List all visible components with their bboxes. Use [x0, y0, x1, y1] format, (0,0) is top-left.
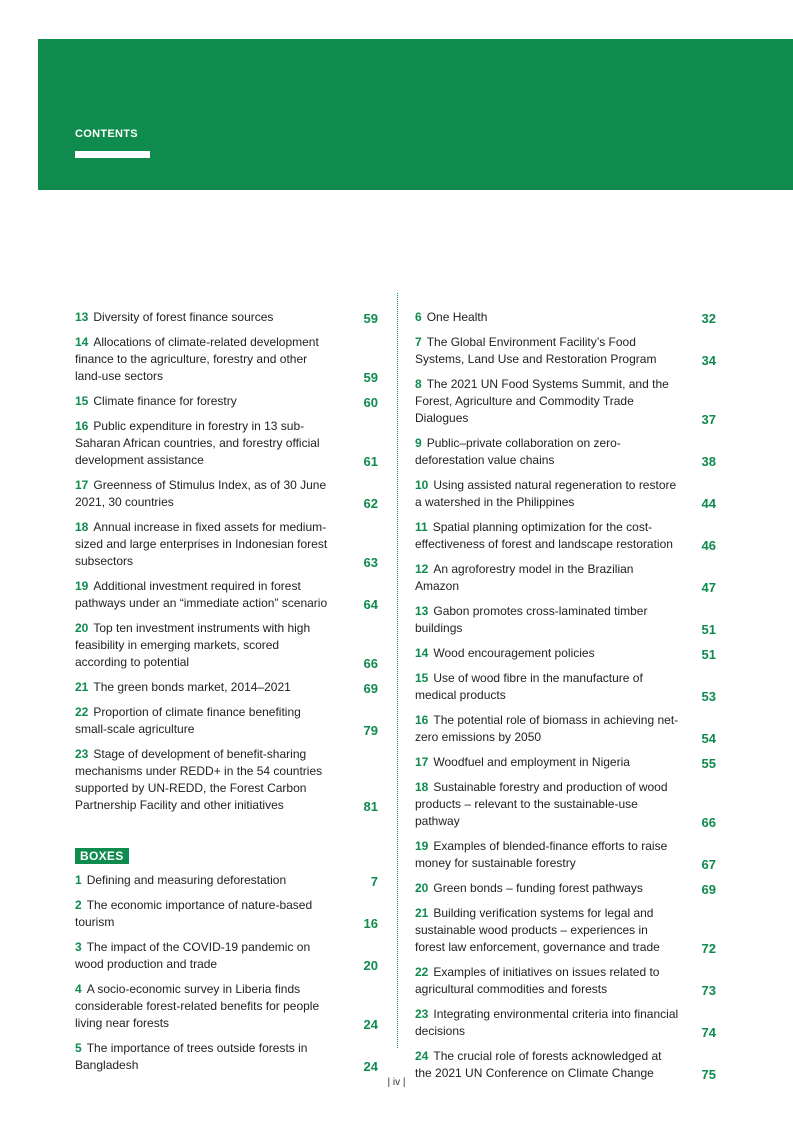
figure-entry[interactable] [75, 704, 381, 738]
entry-title: Gabon promotes cross-laminated timber buildings [415, 604, 648, 635]
entry-page-number: 38 [701, 454, 716, 469]
figure-entry[interactable] [75, 393, 381, 410]
entry-number: 14 [75, 335, 89, 349]
entry-title: The impact of the COVID-19 pandemic on wood production and trade [75, 940, 311, 971]
entry-page-number: 60 [363, 395, 378, 410]
entry-page-number: 51 [701, 647, 716, 662]
entry-page-number: 47 [701, 580, 716, 595]
entry-number: 9 [415, 436, 422, 450]
entry-title: Spatial planning optimization for the cost-effectiveness of forest and landscape restoration [415, 520, 673, 551]
entry-title: Top ten investment instruments with high feasibility in emerging markets, scored according to potential [75, 621, 311, 669]
page-title: CONTENTS [75, 128, 138, 140]
entry-title: The potential role of biomass in achieving net-zero emissions by 2050 [415, 713, 679, 744]
entry-page-number: 44 [701, 496, 716, 511]
entry-page-number: 51 [701, 622, 716, 637]
entry-page-number: 69 [363, 681, 378, 696]
entry-page-number: 7 [370, 874, 378, 889]
entry-page-number: 66 [363, 656, 378, 671]
entry-title: Examples of initiatives on issues related to agricultural commodities and forests [415, 965, 660, 996]
entry-number: 23 [415, 1007, 429, 1021]
entry-page-number: 66 [701, 815, 716, 830]
entry-page-number: 81 [363, 799, 378, 814]
box-entry[interactable] [75, 897, 381, 931]
box-entry[interactable] [415, 779, 719, 830]
entry-title: Integrating environmental criteria into financial decisions [415, 1007, 679, 1038]
entry-number: 15 [75, 394, 89, 408]
entry-number: 22 [75, 705, 89, 719]
box-entry[interactable] [75, 872, 381, 889]
box-entry[interactable] [415, 754, 719, 771]
box-entry[interactable] [415, 712, 719, 746]
entry-page-number: 32 [701, 311, 716, 326]
figures-list [75, 309, 381, 814]
figure-entry[interactable] [75, 519, 381, 570]
entry-page-number: 24 [363, 1017, 378, 1032]
page-number: | iv | [387, 1077, 406, 1088]
entry-title: Defining and measuring deforestation [86, 873, 287, 887]
entry-page-number: 69 [701, 882, 716, 897]
box-entry[interactable] [415, 1006, 719, 1040]
entry-page-number: 75 [701, 1067, 716, 1082]
entry-title: Annual increase in fixed assets for medium-sized and large enterprises in Indonesian forest subsectors [75, 520, 328, 568]
box-entry[interactable] [415, 309, 719, 326]
box-entry[interactable] [415, 477, 719, 511]
entry-number: 8 [415, 377, 422, 391]
entry-number: 19 [415, 839, 429, 853]
box-entry[interactable] [415, 880, 719, 897]
entry-title: Green bonds – funding forest pathways [433, 881, 643, 895]
entry-page-number: 73 [701, 983, 716, 998]
entry-number: 1 [75, 873, 82, 887]
entry-title: Woodfuel and employment in Nigeria [433, 755, 630, 769]
entry-page-number: 74 [701, 1025, 716, 1040]
title-underline-bar [75, 151, 150, 158]
entry-number: 21 [415, 906, 429, 920]
entry-title: Sustainable forestry and production of wood products – relevant to the sustainable-use pathway [415, 780, 668, 828]
left-column [75, 309, 381, 1082]
header-banner [38, 39, 793, 190]
entry-number: 17 [75, 478, 89, 492]
boxes-list-left [75, 872, 381, 1074]
entry-title: Public expenditure in forestry in 13 sub-Saharan African countries, and forestry official development assistance [75, 419, 320, 467]
entry-page-number: 72 [701, 941, 716, 956]
entry-title: One Health [426, 310, 488, 324]
entry-title: The crucial role of forests acknowledged at the 2021 UN Conference on Climate Change [415, 1049, 662, 1080]
box-entry[interactable] [415, 435, 719, 469]
entry-number: 16 [415, 713, 429, 727]
box-entry[interactable] [415, 964, 719, 998]
entry-title: The Global Environment Facility’s Food Systems, Land Use and Restoration Program [415, 335, 657, 366]
entry-number: 13 [415, 604, 429, 618]
entry-title: A socio-economic survey in Liberia finds considerable forest-related benefits for people living near forests [75, 982, 320, 1030]
entry-number: 7 [415, 335, 422, 349]
figure-entry[interactable] [75, 418, 381, 469]
entry-title: Use of wood fibre in the manufacture of medical products [415, 671, 643, 702]
box-entry[interactable] [415, 561, 719, 595]
column-divider [397, 293, 398, 1048]
entry-number: 12 [415, 562, 429, 576]
box-entry[interactable] [415, 334, 719, 368]
entry-number: 23 [75, 747, 89, 761]
entry-number: 13 [75, 310, 89, 324]
entry-number: 24 [415, 1049, 429, 1063]
entry-number: 15 [415, 671, 429, 685]
entry-number: 14 [415, 646, 429, 660]
entry-title: The green bonds market, 2014–2021 [93, 680, 291, 694]
entry-title: Stage of development of benefit-sharing mechanisms under REDD+ in the 54 countries supported by UN-REDD, the Forest Carbon Partnership Facility and other initiatives [75, 747, 323, 812]
entry-title: Proportion of climate finance benefiting small-scale agriculture [75, 705, 301, 736]
entry-page-number: 79 [363, 723, 378, 738]
entry-page-number: 54 [701, 731, 716, 746]
entry-title: Building verification systems for legal and sustainable wood products – experiences in forest law enforcement, governance and trade [415, 906, 660, 954]
entry-page-number: 64 [363, 597, 378, 612]
entry-number: 5 [75, 1041, 82, 1055]
entry-title: The importance of trees outside forests in Bangladesh [75, 1041, 308, 1072]
entry-title: Climate finance for forestry [93, 394, 237, 408]
entry-page-number: 20 [363, 958, 378, 973]
box-entry[interactable] [415, 519, 719, 553]
entry-title: Wood encouragement policies [433, 646, 595, 660]
box-entry[interactable] [75, 939, 381, 973]
entry-page-number: 34 [701, 353, 716, 368]
entry-page-number: 55 [701, 756, 716, 771]
entry-number: 18 [75, 520, 89, 534]
entry-page-number: 67 [701, 857, 716, 872]
entry-title: Allocations of climate-related development finance to the agriculture, forestry and other land-use sectors [75, 335, 319, 383]
entry-page-number: 62 [363, 496, 378, 511]
entry-number: 16 [75, 419, 89, 433]
entry-title: Greenness of Stimulus Index, as of 30 June 2021, 30 countries [75, 478, 327, 509]
entry-number: 11 [415, 520, 428, 534]
entry-number: 3 [75, 940, 82, 954]
entry-number: 6 [415, 310, 422, 324]
boxes-list-right [415, 309, 719, 1082]
entry-number: 17 [415, 755, 429, 769]
box-entry[interactable] [415, 376, 719, 427]
box-entry[interactable] [415, 905, 719, 956]
entry-number: 2 [75, 898, 82, 912]
figure-entry[interactable] [75, 477, 381, 511]
entry-number: 21 [75, 680, 89, 694]
entry-title: Examples of blended-finance efforts to raise money for sustainable forestry [415, 839, 668, 870]
entry-title: An agroforestry model in the Brazilian Amazon [415, 562, 634, 593]
entry-number: 22 [415, 965, 429, 979]
entry-number: 19 [75, 579, 89, 593]
boxes-heading: BOXES [75, 848, 129, 864]
figure-entry[interactable] [75, 578, 381, 612]
figure-entry[interactable] [75, 620, 381, 671]
box-entry[interactable] [415, 670, 719, 704]
entry-title: The 2021 UN Food Systems Summit, and the Forest, Agriculture and Commodity Trade Dialogues [415, 377, 669, 425]
figure-entry[interactable] [75, 334, 381, 385]
entry-page-number: 37 [701, 412, 716, 427]
entry-title: Public–private collaboration on zero-deforestation value chains [415, 436, 621, 467]
entry-number: 20 [75, 621, 89, 635]
entry-page-number: 53 [701, 689, 716, 704]
figure-entry[interactable] [75, 746, 381, 814]
entry-page-number: 46 [701, 538, 716, 553]
entry-page-number: 61 [363, 454, 378, 469]
entry-title: Using assisted natural regeneration to restore a watershed in the Philippines [415, 478, 677, 509]
box-entry[interactable] [75, 981, 381, 1032]
entry-page-number: 16 [363, 916, 378, 931]
entry-number: 20 [415, 881, 429, 895]
figure-entry[interactable] [75, 309, 381, 326]
entry-title: Diversity of forest finance sources [93, 310, 274, 324]
entry-number: 18 [415, 780, 429, 794]
right-column [415, 309, 719, 1090]
entry-page-number: 59 [363, 370, 378, 385]
box-entry[interactable] [75, 1040, 381, 1074]
box-entry[interactable] [415, 645, 719, 662]
entry-number: 4 [75, 982, 82, 996]
figure-entry[interactable] [75, 679, 381, 696]
box-entry[interactable] [415, 603, 719, 637]
entry-page-number: 59 [363, 311, 378, 326]
entry-page-number: 63 [363, 555, 378, 570]
entry-title: Additional investment required in forest pathways under an “immediate action” scenario [75, 579, 328, 610]
entry-number: 10 [415, 478, 429, 492]
entry-title: The economic importance of nature-based tourism [75, 898, 313, 929]
entry-page-number: 24 [363, 1059, 378, 1074]
box-entry[interactable] [415, 838, 719, 872]
